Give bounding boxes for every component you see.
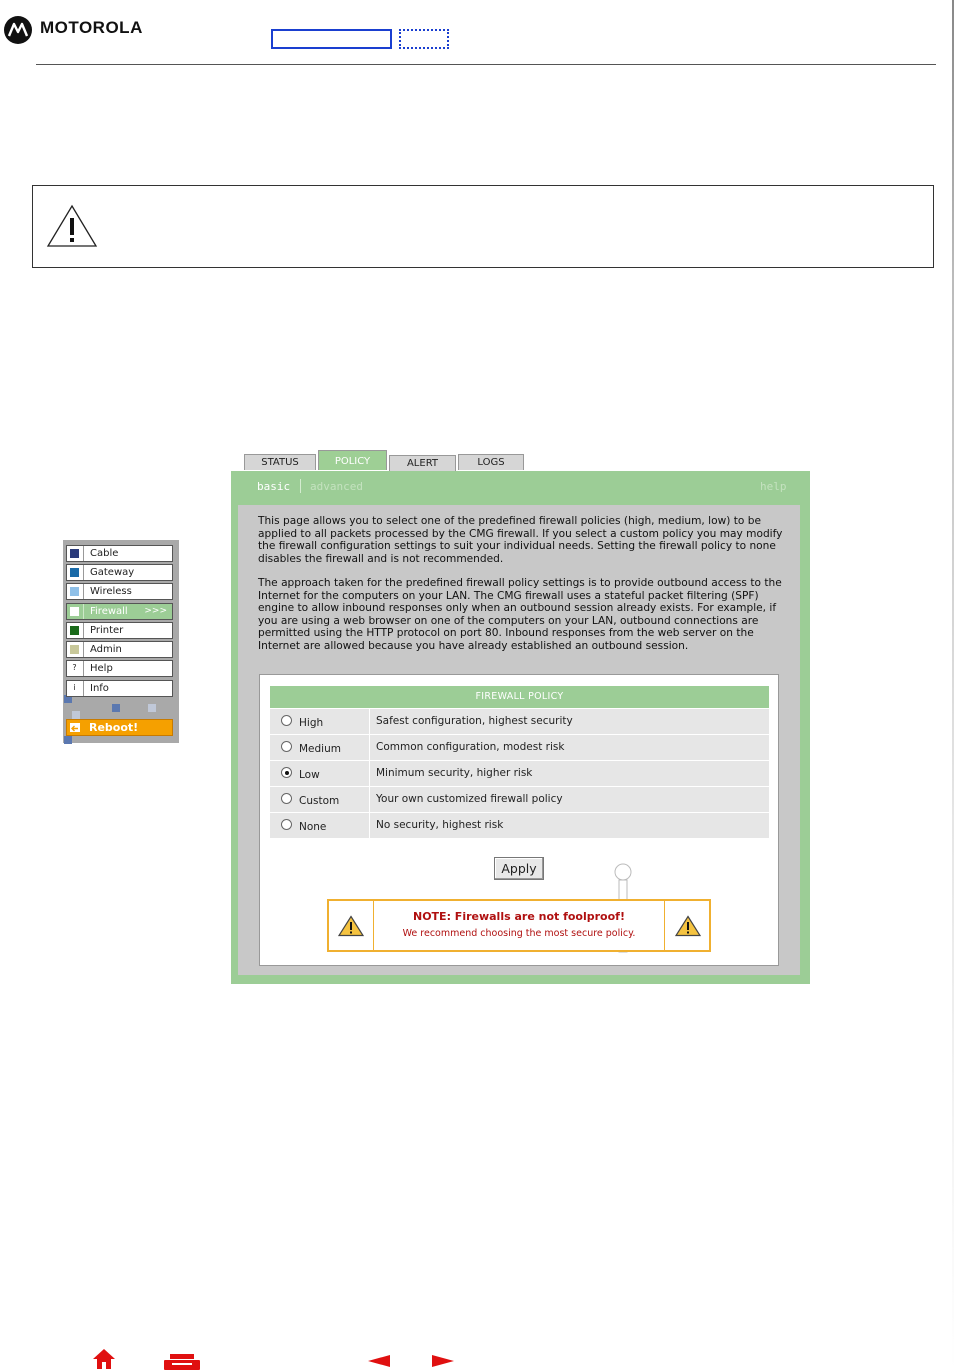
cable-icon <box>70 549 79 558</box>
radio-low[interactable] <box>281 767 292 778</box>
sidebar-item-firewall[interactable] <box>66 603 173 620</box>
policy-level: Low <box>299 769 320 781</box>
radio-none[interactable] <box>281 819 292 830</box>
radio-custom[interactable] <box>281 793 292 804</box>
sidebar-item-divider <box>83 546 84 561</box>
sidebar-item-label: Admin <box>90 644 122 655</box>
previous-arrow-icon[interactable] <box>368 1355 390 1367</box>
policy-row-custom[interactable] <box>270 787 769 813</box>
active-arrow: >>> <box>144 606 167 616</box>
firewall-icon <box>70 607 79 616</box>
policy-table-heading: FIREWALL POLICY <box>270 686 769 708</box>
sidebar-item-cable[interactable] <box>66 545 173 562</box>
sidebar-item-printer[interactable] <box>66 622 173 639</box>
note-title: NOTE: Firewalls are not foolproof! <box>413 910 625 923</box>
policy-row-low[interactable] <box>270 761 769 787</box>
column-divider <box>369 735 370 761</box>
brand-name: MOTOROLA <box>40 18 143 37</box>
sidebar-item-divider <box>83 661 84 676</box>
tab-policy[interactable]: POLICY <box>318 450 387 470</box>
description-paragraph: This page allows you to select one of the predefined firewall policies (high, medium, low) to be applied to all packets processed by the CMG firewall. If you select a custom policy you may modify the firewall configuration settings to suit your individual needs. Setting the firewall policy to none disables the firewall and is not recommended. <box>258 515 783 565</box>
column-divider <box>369 787 370 813</box>
policy-row-high[interactable] <box>270 709 769 735</box>
admin-icon <box>70 645 79 654</box>
sidebar-item-info[interactable] <box>66 680 173 697</box>
policy-level: Custom <box>299 795 340 807</box>
sidebar-item-wireless[interactable] <box>66 583 173 600</box>
subnav-basic[interactable]: basic <box>257 480 291 493</box>
sidebar-item-divider <box>83 623 84 638</box>
radio-medium[interactable] <box>281 741 292 752</box>
tab-logs[interactable]: LOGS <box>458 454 524 470</box>
note-box <box>327 899 711 952</box>
reboot-button[interactable] <box>66 719 173 736</box>
policy-description: Your own customized firewall policy <box>376 793 563 805</box>
motorola-logo-icon <box>4 16 32 44</box>
reboot-label: Reboot! <box>89 721 139 734</box>
policy-description: Minimum security, higher risk <box>376 767 533 779</box>
sidebar-item-label: Printer <box>90 625 124 636</box>
header-link-box-dotted[interactable] <box>399 29 449 49</box>
tab-status[interactable]: STATUS <box>244 454 316 470</box>
radio-high[interactable] <box>281 715 292 726</box>
note-divider <box>664 901 665 950</box>
policy-level: Medium <box>299 743 341 755</box>
sidebar-item-admin[interactable] <box>66 641 173 658</box>
sidebar-decor <box>64 736 72 744</box>
info-icon: i <box>73 683 76 692</box>
subnav-divider <box>300 479 301 493</box>
reboot-icon <box>70 723 80 732</box>
sidebar-decor <box>112 704 120 712</box>
warning-icon <box>338 915 364 937</box>
column-divider <box>369 709 370 735</box>
policy-description: No security, highest risk <box>376 819 504 831</box>
note-divider <box>373 901 374 950</box>
apply-button[interactable]: Apply <box>494 857 544 880</box>
caution-triangle-icon <box>46 204 98 248</box>
policy-description: Safest configuration, highest security <box>376 715 573 727</box>
sidebar-item-label: Gateway <box>90 567 135 578</box>
sidebar-item-divider <box>83 642 84 657</box>
print-icon[interactable] <box>164 1354 200 1370</box>
policy-row-medium[interactable] <box>270 735 769 761</box>
sidebar-item-label: Info <box>90 683 109 694</box>
tab-alert[interactable]: ALERT <box>389 455 456 471</box>
wireless-icon <box>70 587 79 596</box>
home-icon[interactable] <box>92 1348 116 1370</box>
policy-level: High <box>299 717 324 729</box>
policy-level: None <box>299 821 327 833</box>
sidebar-item-label: Help <box>90 663 113 674</box>
printer-icon <box>70 626 79 635</box>
sidebar-item-label: Wireless <box>90 586 132 597</box>
sidebar-item-gateway[interactable] <box>66 564 173 581</box>
description-paragraph: The approach taken for the predefined firewall policy settings is to provide outbound access to the Internet for the computers on your LAN. The CMG firewall uses a stateful packet filtering (SPF) engine to allow inbound responses only when an outbound session already exists. For example, if you are using a web browser on one of the computers on your LAN, outbound connections are permitted using the HTTP protocol on port 80. Inbound responses from the web server on the Internet are allowed because you have already established an outbound session. <box>258 577 782 652</box>
subnav-help[interactable]: help <box>760 480 787 493</box>
page-edge-shadow <box>952 0 954 1372</box>
sidebar-item-divider <box>83 565 84 580</box>
policy-row-none[interactable] <box>270 813 769 839</box>
sidebar-decor <box>148 704 156 712</box>
sidebar-decor <box>72 711 80 719</box>
subnav-advanced[interactable]: advanced <box>310 480 363 493</box>
gateway-icon <box>70 568 79 577</box>
note-text: We recommend choosing the most secure policy. <box>402 928 636 939</box>
warning-icon <box>675 915 701 937</box>
sidebar-item-help[interactable] <box>66 660 173 677</box>
column-divider <box>369 813 370 839</box>
header-divider <box>36 64 936 65</box>
header-link-box[interactable] <box>271 29 392 49</box>
help-icon: ? <box>72 663 77 672</box>
sidebar-item-divider <box>83 604 84 619</box>
sidebar-item-divider <box>83 681 84 696</box>
sidebar-item-divider <box>83 584 84 599</box>
next-arrow-icon[interactable] <box>432 1355 454 1367</box>
sidebar-item-label: Cable <box>90 548 119 559</box>
caution-box <box>32 185 934 268</box>
column-divider <box>369 761 370 787</box>
sidebar-item-label: Firewall <box>90 606 128 617</box>
policy-description: Common configuration, modest risk <box>376 741 565 753</box>
